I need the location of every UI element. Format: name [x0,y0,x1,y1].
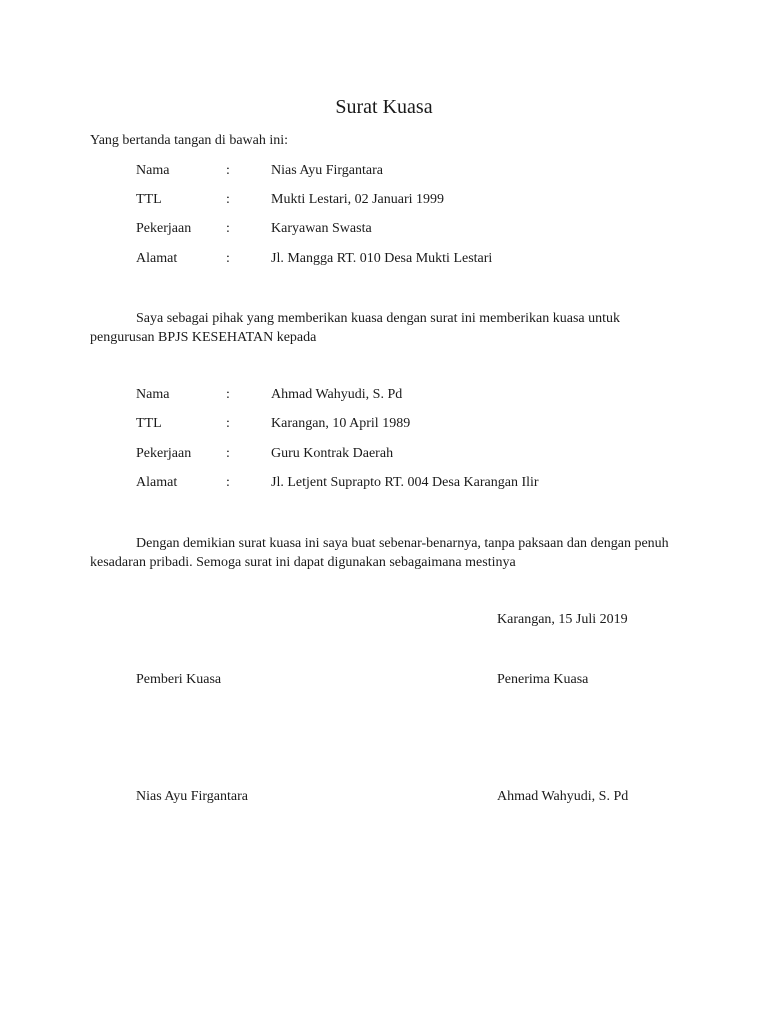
field-value: Karyawan Swasta [271,221,372,236]
field-separator: : [226,251,230,266]
field-separator: : [226,387,230,402]
field-value: Jl. Mangga RT. 010 Desa Mukti Lestari [271,251,493,266]
grantee-row-ttl [0,416,768,436]
grantee-row-alamat [0,475,768,495]
field-separator: : [226,192,230,207]
field-label: TTL [136,192,162,207]
field-label: Alamat [136,251,178,266]
field-separator: : [226,416,230,431]
field-value: Karangan, 10 April 1989 [271,416,411,431]
field-separator: : [226,446,230,461]
field-label: Nama [136,387,170,402]
grantor-row-alamat [0,251,768,271]
grantor-row-pekerjaan [0,221,768,241]
document-title: Surat Kuasa [335,96,433,118]
field-separator: : [226,221,230,236]
field-separator: : [226,163,230,178]
field-value: Nias Ayu Firgantara [271,163,383,178]
field-label: TTL [136,416,162,431]
field-value: Guru Kontrak Daerah [271,446,394,461]
grantee-signature-name: Ahmad Wahyudi, S. Pd [497,789,629,804]
grantor-row-nama [0,163,768,183]
grantee-row-pekerjaan [0,446,768,466]
grantee-role-label: Penerima Kuasa [497,672,589,687]
field-value: Ahmad Wahyudi, S. Pd [271,387,403,402]
grantor-row-ttl [0,192,768,212]
place-date: Karangan, 15 Juli 2019 [497,612,628,627]
grantor-role-label: Pemberi Kuasa [136,672,222,687]
field-label: Nama [136,163,170,178]
field-label: Pekerjaan [136,221,192,236]
authorization-paragraph: Saya sebagai pihak yang memberikan kuasa dengan surat ini memberikan kuasa untuk pengurusan BPJS KESEHATAN kepada [90,311,621,345]
field-label: Pekerjaan [136,446,192,461]
intro-text: Yang bertanda tangan di bawah ini: [90,133,289,148]
grantor-signature-name: Nias Ayu Firgantara [136,789,248,804]
grantee-row-nama [0,387,768,407]
field-separator: : [226,475,230,490]
field-value: Mukti Lestari, 02 Januari 1999 [271,192,445,207]
field-value: Jl. Letjent Suprapto RT. 004 Desa Karangan Ilir [271,475,539,490]
closing-paragraph: Dengan demikian surat kuasa ini saya buat sebenar-benarnya, tanpa paksaan dan dengan penuh kesadaran pribadi. Semoga surat ini dapat digunakan sebagaimana mestinya [90,536,669,570]
field-label: Alamat [136,475,178,490]
